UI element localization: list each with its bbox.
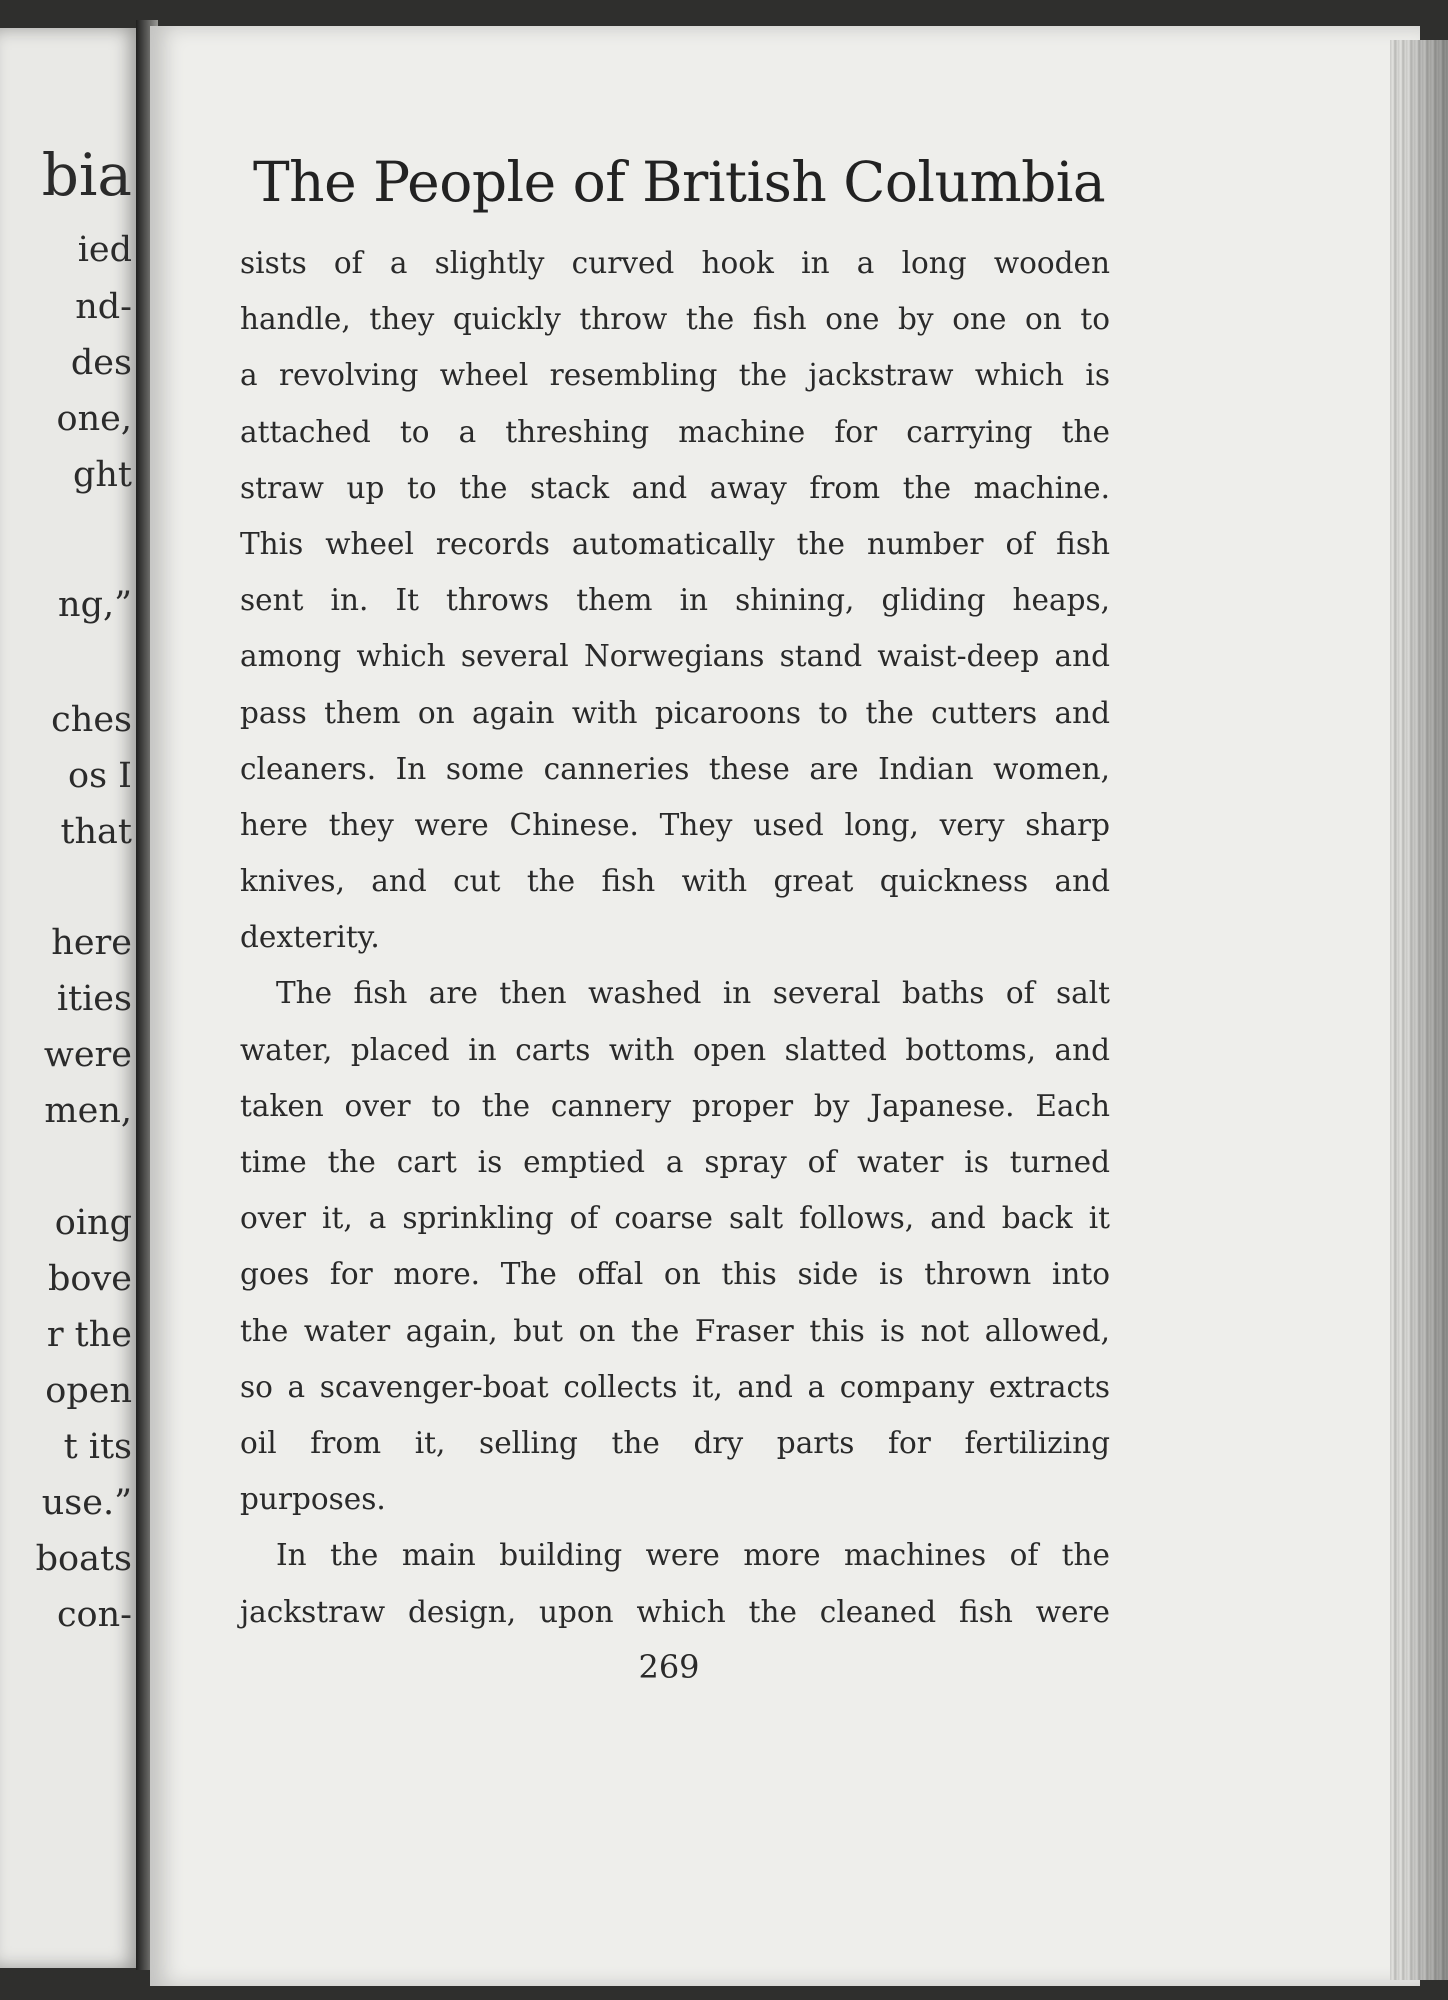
- left-page-line-fragment: men,: [44, 1091, 132, 1131]
- left-page-line-fragment: des: [70, 343, 132, 383]
- text-line: cleaners. In some canneries these are Indian women,: [240, 751, 1110, 786]
- left-page-line-fragment: boats: [35, 1539, 132, 1579]
- left-page-heading-fragment: bia: [41, 141, 132, 209]
- left-page-line-fragment: ied: [77, 230, 132, 270]
- text-line: goes for more. The offal on this side is thrown into: [240, 1257, 1110, 1292]
- page-number: 269: [638, 1648, 700, 1686]
- left-page-line-fragment: t its: [63, 1427, 132, 1467]
- text-line: straw up to the stack and away from the machine.: [240, 470, 1110, 505]
- text-line: the water again, but on the Fraser this is not allowed,: [240, 1313, 1110, 1348]
- running-head: The People of British Columbia: [253, 150, 1106, 214]
- text-line: In the main building were more machines of the: [276, 1538, 1110, 1573]
- text-line: here they were Chinese. They used long, very sharp: [240, 807, 1110, 842]
- left-page-line-fragment: con-: [56, 1595, 132, 1635]
- text-line: This wheel records automatically the number of fish: [240, 526, 1110, 561]
- text-line: The fish are then washed in several baths of salt: [276, 976, 1110, 1011]
- left-page-line-fragment: one,: [56, 399, 132, 439]
- left-page-line-fragment: ches: [51, 700, 132, 740]
- page-edges-shadow: [1405, 40, 1448, 1980]
- text-line: water, placed in carts with open slatted bottoms, and: [240, 1032, 1110, 1067]
- text-line: attached to a threshing machine for carrying the: [240, 414, 1110, 449]
- text-line: among which several Norwegians stand waist-deep and: [240, 639, 1110, 674]
- left-page-line-fragment: os I: [68, 756, 132, 796]
- text-line: sent in. It throws them in shining, gliding heaps,: [240, 583, 1110, 618]
- text-line: a revolving wheel resembling the jackstraw which is: [240, 358, 1110, 393]
- left-page-line-fragment: bove: [48, 1259, 132, 1299]
- left-page-line-fragment: open: [45, 1371, 132, 1411]
- page-number-row: [0, 1648, 1448, 1686]
- text-line: over it, a sprinkling of coarse salt follows, and back it: [240, 1201, 1110, 1236]
- left-page-line-fragment: were: [43, 1035, 132, 1075]
- left-page-line-fragment: ng,”: [58, 585, 132, 625]
- text-line: handle, they quickly throw the fish one by one on to: [240, 302, 1110, 337]
- text-line: pass them on again with picaroons to the cutters and: [240, 695, 1110, 730]
- left-page-line-fragment: ities: [56, 979, 132, 1019]
- text-line: taken over to the cannery proper by Japanese. Each: [240, 1088, 1110, 1123]
- text-line: knives, and cut the fish with great quickness and: [240, 864, 1110, 899]
- left-page-line-fragment: r the: [46, 1315, 132, 1355]
- left-page-line-fragment: ght: [72, 455, 132, 495]
- text-line: time the cart is emptied a spray of water is turned: [240, 1145, 1110, 1179]
- left-page-line-fragment: nd-: [75, 287, 132, 327]
- left-page-line-fragment: oing: [54, 1203, 132, 1243]
- body-text: [240, 235, 1110, 1640]
- text-line: dexterity.: [240, 920, 380, 955]
- text-line: so a scavenger-boat collects it, and a company extracts: [240, 1369, 1110, 1404]
- text-line: jackstraw design, upon which the cleaned fish were: [240, 1594, 1110, 1629]
- text-line: sists of a slightly curved hook in a long wooden: [240, 246, 1110, 280]
- left-page-line-fragment: use.”: [41, 1483, 132, 1523]
- text-line: oil from it, selling the dry parts for fertilizing: [240, 1425, 1110, 1460]
- left-page-line-fragment: here: [51, 923, 132, 963]
- left-page-line-fragment: that: [60, 812, 132, 852]
- text-line: purposes.: [240, 1482, 386, 1517]
